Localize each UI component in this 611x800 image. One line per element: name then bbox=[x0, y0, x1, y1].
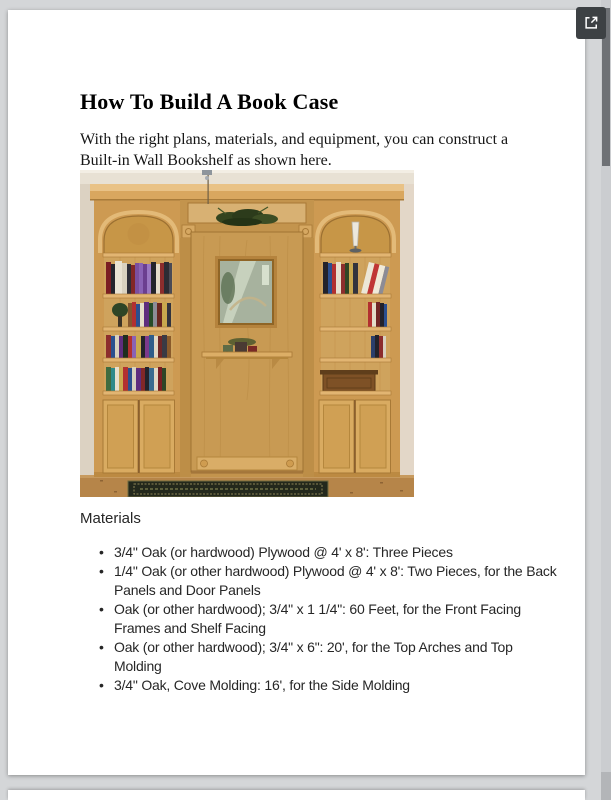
page-title: How To Build A Book Case bbox=[80, 88, 339, 114]
bookcase-illustration bbox=[80, 170, 414, 497]
intro-line-2: Built-in Wall Bookshelf as shown here. bbox=[80, 152, 332, 169]
scrollbar-bottom-cap bbox=[601, 772, 611, 800]
open-in-new-icon bbox=[582, 14, 600, 32]
intro-paragraph bbox=[80, 129, 540, 171]
next-page-preview bbox=[8, 790, 585, 800]
materials-heading: Materials bbox=[80, 510, 141, 527]
materials-item: • 1/4" Oak (or other hardwood) Plywood @ 4' x 8': Two Pieces, for the Back Panels and Door Panels bbox=[114, 562, 564, 600]
materials-list bbox=[80, 543, 564, 695]
materials-item: • 3/4" Oak, Cove Molding: 16', for the Side Molding bbox=[114, 676, 564, 695]
bookcase-photo bbox=[80, 170, 414, 497]
materials-item: • Oak (or other hardwood); 3/4" x 1 1/4": 60 Feet, for the Front Facing Frames and Shelf Facing bbox=[114, 600, 564, 638]
open-external-button[interactable] bbox=[576, 7, 606, 39]
materials-item: • 3/4" Oak (or hardwood) Plywood @ 4' x 8': Three Pieces bbox=[114, 543, 564, 562]
materials-item: • Oak (or other hardwood); 3/4" x 6": 20', for the Top Arches and Top Molding bbox=[114, 638, 564, 676]
intro-line-1: With the right plans, materials, and equipment, you can construct a bbox=[80, 131, 509, 148]
document-page bbox=[8, 10, 585, 775]
